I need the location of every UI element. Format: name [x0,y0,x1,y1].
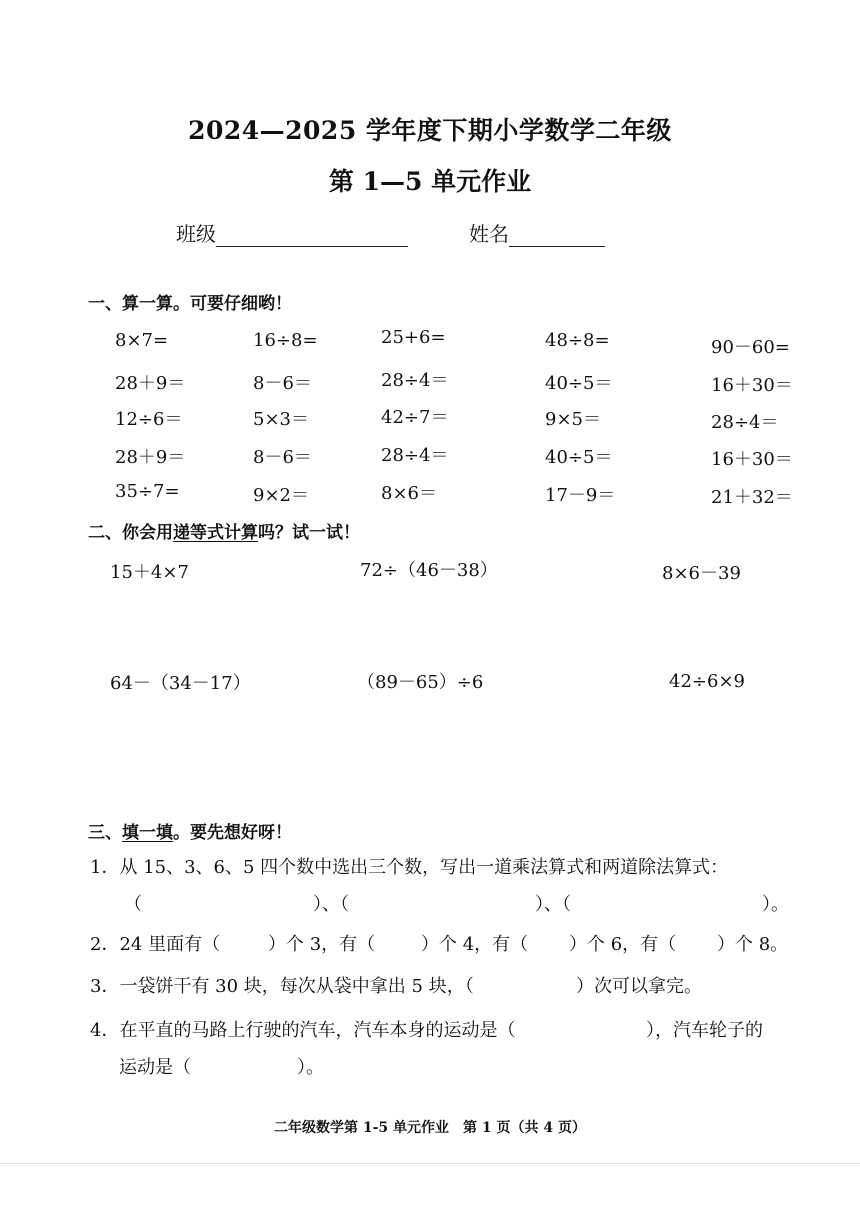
calc-item: 8×6＝ [381,483,437,504]
calc-item: 9×5＝ [545,409,601,430]
question-4-part-1: 4．在平直的马路上行驶的汽车，汽车本身的运动是（ [90,1020,516,1041]
calc-item: 16＋30＝ [711,449,793,470]
section2-heading [88,518,360,543]
calc-item: 48÷8= [545,330,610,351]
expression-item: 64－（34－17） [110,673,251,694]
page-bottom-edge [0,1163,860,1164]
calc-item: 90－60= [711,337,790,358]
calc-item: 25+6= [381,327,446,348]
calc-item: 28÷4＝ [381,370,449,391]
section3-heading-prefix: 三、 [88,823,122,843]
question-2-part-5: ）个 8。 [717,934,789,955]
question-2-part-2: ）个 3，有（ [268,934,376,955]
class-field [176,218,408,247]
section3-heading-suffix: 。要先想好呀！ [173,823,292,843]
section2-heading-keyword: 递等式计算 [173,523,258,543]
calc-item: 12÷6＝ [115,409,183,430]
calc-item: 17－9＝ [545,485,616,506]
section3-heading [88,818,292,843]
question-3-part-2: ）次可以拿完。 [576,976,702,997]
class-label: 班级 [176,222,216,246]
q1-paren-sep-1: ）、（ [313,894,349,915]
question-2-part-1: 2．24 里面有（ [90,934,221,955]
expression-item: （89－65）÷6 [357,672,484,693]
question-4-part-4: ）。 [297,1057,324,1078]
page-title: 2024—2025 学年度下期小学数学二年级 [188,116,672,145]
q1-paren-close: ）。 [762,894,789,915]
question-4-part-3: 运动是（ [119,1057,191,1078]
question-1: 1．从 15、3、6、5 四个数中选出三个数，写出一道乘法算式和两道除法算式： [90,857,729,878]
name-blank [509,226,605,247]
section1-heading: 一、算一算。可要仔细哟！ [88,294,292,314]
q1-paren-sep-2: ）、（ [535,894,571,915]
calc-item: 8－6＝ [253,373,312,394]
calc-item: 40÷5＝ [545,447,613,468]
expression-item: 8×6－39 [662,563,741,584]
calc-item: 28÷4＝ [711,412,779,433]
calc-item: 8－6＝ [253,447,312,468]
expression-item: 72÷（46－38） [360,560,498,581]
section2-heading-prefix: 二、你会用 [88,523,173,543]
calc-item: 9×2＝ [253,485,309,506]
calc-item: 35÷7= [115,481,180,502]
calc-item: 28＋9＝ [115,373,186,394]
page-footer: 二年级数学第 1-5 单元作业 第 1 页（共 4 页） [273,1120,587,1136]
expression-item: 15＋4×7 [110,562,189,583]
q1-paren-open: （ [124,894,142,915]
calc-item: 42÷7＝ [381,407,449,428]
question-4-part-2: ），汽车轮子的 [646,1020,763,1041]
calc-item: 16＋30＝ [711,375,793,396]
calc-item: 28＋9＝ [115,447,186,468]
page-subtitle: 第 1—5 单元作业 [328,167,532,196]
question-2-part-3: ）个 4，有（ [421,934,529,955]
class-blank [216,226,408,247]
calc-item: 40÷5＝ [545,373,613,394]
calc-item: 21＋32＝ [711,487,793,508]
name-label: 姓名 [469,222,509,246]
name-field [469,218,605,247]
calc-item: 28÷4＝ [381,445,449,466]
question-2-part-4: ）个 6，有（ [569,934,677,955]
section3-heading-keyword: 填一填 [122,823,173,843]
expression-item: 42÷6×9 [669,671,745,692]
calc-item: 5×3＝ [253,409,309,430]
calc-item: 8×7= [115,330,169,351]
section2-heading-suffix: 吗？试一试！ [258,523,360,543]
calc-item: 16÷8= [253,330,318,351]
question-3-part-1: 3．一袋饼干有 30 块，每次从袋中拿出 5 块，（ [90,976,474,997]
